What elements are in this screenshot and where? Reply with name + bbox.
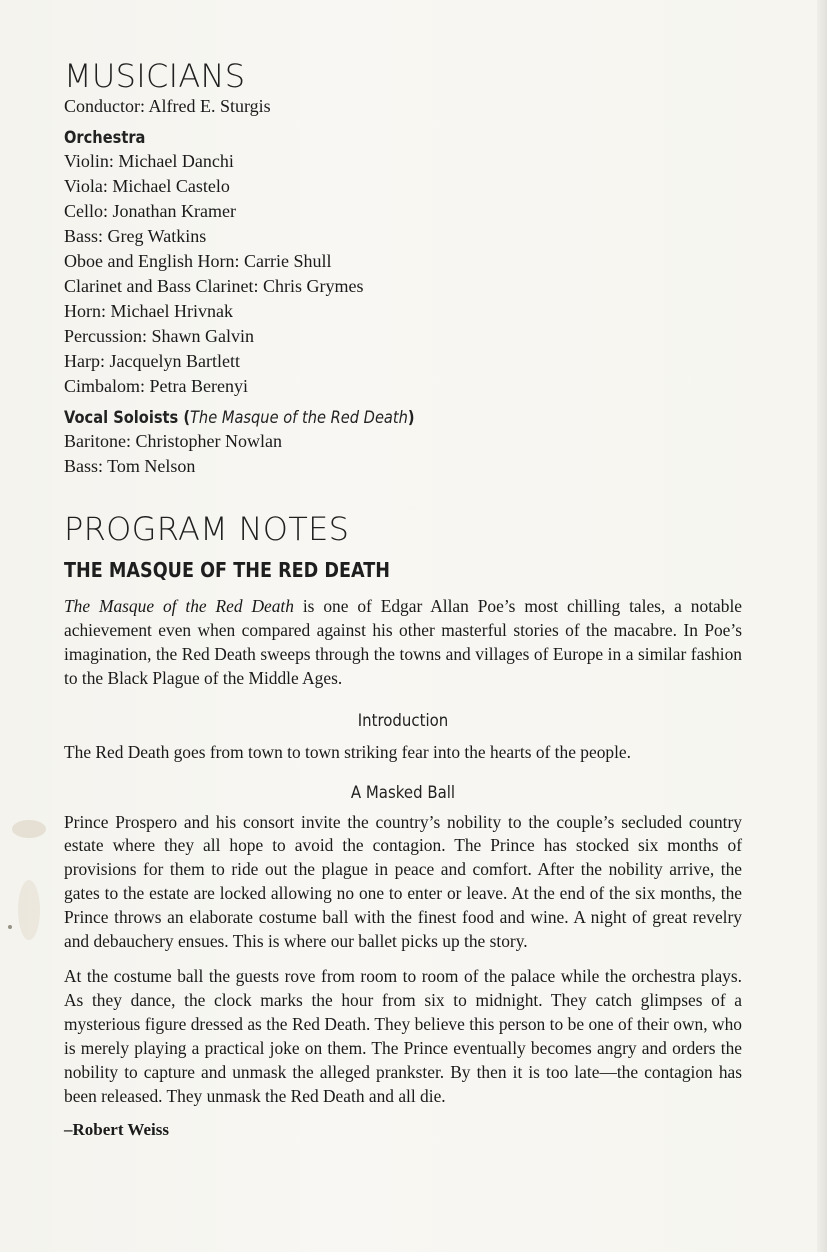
orchestra-member: Cello: Jonathan Kramer	[64, 201, 236, 221]
masked-ball-paragraph-1: Prince Prospero and his consort invite the country’s nobility to the couple’s secluded country estate where they all hope to avoid the contagion. The Prince has stocked six months of provisions for them to ride out the plague in peace and comfort. After the nobility arrive, the gates to the estate are locked allowing no one to enter or leave. At the end of the six months, the Prince throws an elaborate costume ball with the finest food and wine. A night of great revelry and debauchery ensues. This is where our ballet picks up the story.	[64, 811, 742, 952]
intro-text: is one of Edgar Allan Poe’s most chilling tales, a notable achievement even when compared against his other masterful stories of the macabre. In Poe’s imagination, the Red Death sweeps through the towns and villages of Europe in a similar fashion to the Black Plague of the Middle Ages.	[64, 596, 742, 688]
page-edge	[817, 0, 827, 1252]
vocal-member: Baritone: Christopher Nowlan	[64, 431, 282, 451]
orchestra-member: Harp: Jacquelyn Bartlett	[64, 351, 240, 371]
vocal-member: Bass: Tom Nelson	[64, 456, 196, 476]
orchestra-member: Horn: Michael Hrivnak	[64, 301, 233, 321]
orchestra-member: Oboe and English Horn: Carrie Shull	[64, 251, 332, 271]
intro-title-italic: The Masque of the Red Death	[64, 596, 294, 616]
paper-stain	[18, 880, 40, 940]
program-notes-heading: PROGRAM NOTES	[64, 510, 350, 548]
paper-stain	[12, 820, 46, 838]
work-title: THE MASQUE OF THE RED DEATH	[64, 558, 391, 582]
orchestra-member: Clarinet and Bass Clarinet: Chris Grymes	[64, 276, 364, 296]
intro-paragraph	[64, 595, 742, 691]
vocal-soloists-heading	[64, 407, 647, 429]
orchestra-list	[64, 149, 742, 399]
musicians-heading: MUSICIANS	[64, 57, 246, 95]
conductor-line: Conductor: Alfred E. Sturgis	[64, 96, 271, 116]
vocal-heading-label: Vocal Soloists (	[64, 408, 191, 428]
musicians-section	[64, 58, 742, 479]
paper-speck	[8, 925, 12, 929]
introduction-paragraph: The Red Death goes from town to town striking fear into the hearts of the people.	[64, 741, 631, 762]
introduction-heading: Introduction	[357, 710, 449, 731]
masked-ball-paragraph-2: At the costume ball the guests rove from room to room of the palace while the orchestra plays. As they dance, the clock marks the hour from six to midnight. They catch glimpses of a mysterious figure dressed as the Red Death. They believe this person to be one of their own, who is merely playing a practical joke on them. The Prince eventually becomes angry and orders the nobility to capture and unmask the alleged prankster. By then it is too late—the contagion has been released. They unmask the Red Death and all die.	[64, 965, 742, 1106]
vocal-list	[64, 429, 742, 479]
page-content	[64, 58, 742, 1142]
masked-ball-heading: A Masked Ball	[350, 782, 456, 803]
orchestra-member: Bass: Greg Watkins	[64, 226, 207, 246]
orchestra-member: Cimbalom: Petra Berenyi	[64, 376, 248, 396]
orchestra-member: Viola: Michael Castelo	[64, 176, 230, 196]
vocal-heading-work: The Masque of the Red Death	[190, 408, 408, 428]
signature: –Robert Weiss	[64, 1120, 169, 1140]
orchestra-member: Violin: Michael Danchi	[64, 151, 234, 171]
vocal-heading-close: )	[407, 408, 415, 428]
orchestra-member: Percussion: Shawn Galvin	[64, 326, 254, 346]
orchestra-heading: Orchestra	[64, 128, 146, 148]
program-notes-section	[64, 511, 742, 1142]
